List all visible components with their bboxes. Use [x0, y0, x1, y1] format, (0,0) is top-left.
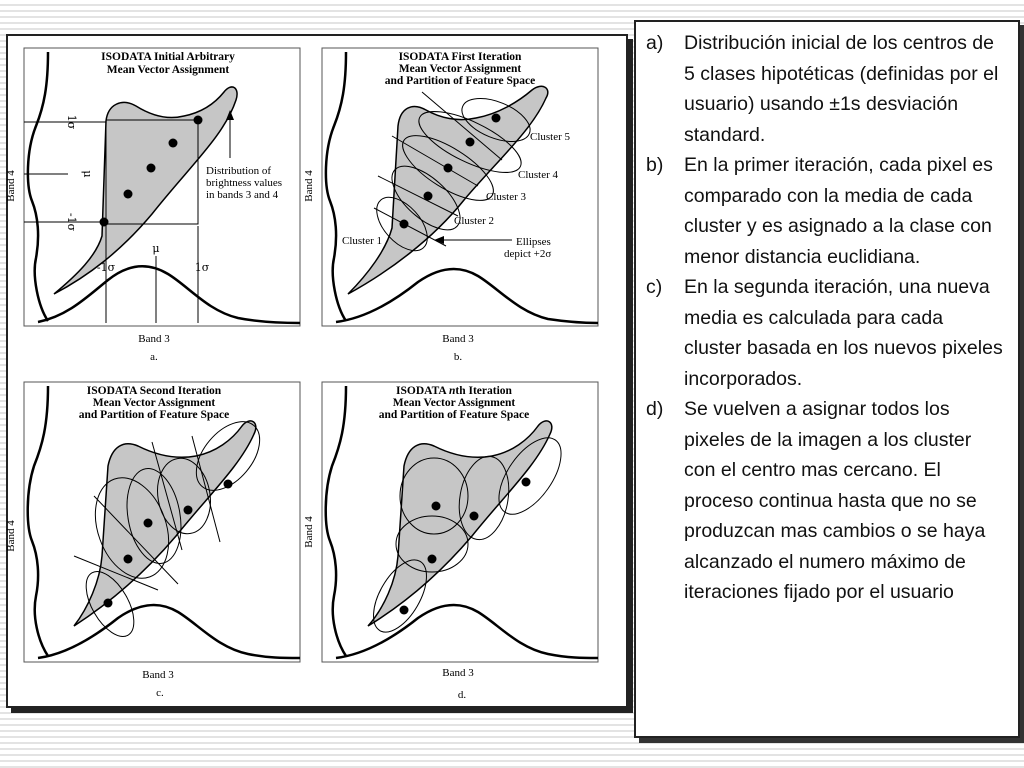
- panel-d-mean-2: [428, 555, 437, 564]
- panel-a-y-axis-label: Band 4: [5, 170, 17, 202]
- panel-d-letter: d.: [457, 689, 467, 701]
- panel-c-mean-5: [224, 480, 233, 489]
- panel-a-mean-5: [194, 116, 203, 125]
- panel-b-x-axis-label: Band 3: [442, 333, 474, 345]
- panel-c-title-3: and Partition of Feature Space: [78, 409, 230, 421]
- explanation-panel: [634, 20, 1020, 738]
- panel-d-title-italic: n: [448, 385, 456, 397]
- panel-c-mean-4: [184, 506, 193, 515]
- panel-b-title-1: ISODATA First Iteration: [398, 51, 522, 63]
- panel-d-x-axis-label: Band 3: [442, 667, 474, 679]
- panel-d-y-axis-label: Band 4: [303, 516, 315, 548]
- panel-a: [5, 48, 300, 363]
- panel-b-mean-5: [492, 114, 501, 123]
- panel-a-annotation-1: Distribution of: [206, 165, 272, 177]
- panel-b-ellipse-note-2: depict +2σ: [504, 248, 552, 260]
- panel-b-title-3: and Partition of Feature Space: [384, 75, 536, 87]
- panel-b-cluster-4-label: Cluster 4: [518, 169, 559, 181]
- explanation-item-c: [646, 272, 1004, 394]
- panel-d-title-1: [396, 385, 512, 397]
- panel-c: [5, 382, 300, 699]
- item-b-text: En la primer iteración, cada pixel es comparado con la media de cada cluster y es asignado a la clase con menor distancia euclidiana.: [684, 154, 993, 268]
- panel-b-cluster-2-label: Cluster 2: [454, 215, 495, 227]
- panel-b: [303, 48, 598, 363]
- panel-c-title-2: Mean Vector Assignment: [92, 397, 216, 409]
- item-a-text: Distribución inicial de los centros de 5 clases hipotéticas (definidas por el usuario) usando ±1s desviación standard.: [684, 32, 999, 146]
- panel-b-mean-4: [466, 138, 475, 147]
- panel-a-ytick-minus: -1σ: [65, 212, 78, 232]
- explanation-item-b: [646, 150, 1004, 272]
- panel-c-x-axis-label: Band 3: [142, 669, 174, 681]
- panel-c-title-1: ISODATA Second Iteration: [86, 385, 222, 397]
- figure-canvas: [5, 36, 626, 706]
- item-a-marker: a): [646, 32, 664, 54]
- panel-b-mean-1: [400, 220, 409, 229]
- panel-b-ellipse-note-1: Ellipses: [516, 236, 551, 248]
- panel-b-mean-2: [424, 192, 433, 201]
- panel-a-mean-1: [100, 218, 109, 227]
- item-d-text: Se vuelven a asignar todos los pixeles de la imagen a los cluster con el centro mas cercano. El proceso continua hasta que no se produzcan mas cambios o se haya alcanzado el numero máximo de iteraciones fijado por el usuario: [684, 398, 986, 603]
- panel-a-title-1: ISODATA Initial Arbitrary: [101, 51, 235, 63]
- panel-c-mean-1: [104, 599, 113, 608]
- panel-a-title-2: Mean Vector Assignment: [106, 64, 230, 76]
- panel-b-cluster-5-label: Cluster 5: [530, 131, 571, 143]
- item-d-marker: d): [646, 398, 664, 420]
- item-c-marker: c): [646, 276, 663, 298]
- panel-d-mean-5: [522, 478, 531, 487]
- panel-c-letter: c.: [156, 687, 164, 699]
- panel-b-cluster-1-label: Cluster 1: [342, 235, 383, 247]
- panel-a-xtick-minus: -1σ: [96, 261, 116, 274]
- explanation-item-a: [646, 28, 1004, 150]
- panel-b-cluster-3-label: Cluster 3: [486, 191, 527, 203]
- panel-d: [303, 382, 598, 701]
- panel-a-letter: a.: [150, 351, 158, 363]
- panel-b-title-2: Mean Vector Assignment: [398, 63, 522, 75]
- panel-a-x-axis-label: Band 3: [138, 333, 170, 345]
- panel-d-mean-4: [470, 512, 479, 521]
- panel-b-y-axis-label: Band 4: [303, 170, 315, 202]
- panel-c-mean-2: [124, 555, 133, 564]
- panel-d-title-pre: ISODATA: [396, 385, 449, 397]
- panel-d-title-post: th Iteration: [455, 385, 512, 397]
- panel-d-mean-1: [400, 606, 409, 615]
- panel-a-annotation-3: in bands 3 and 4: [206, 189, 279, 201]
- item-b-marker: b): [646, 154, 664, 176]
- panel-d-title-2: Mean Vector Assignment: [392, 397, 516, 409]
- panel-c-mean-3: [144, 519, 153, 528]
- panel-b-letter: b.: [453, 351, 463, 363]
- panel-a-mean-2: [124, 190, 133, 199]
- panel-a-annotation-2: brightness values: [206, 177, 283, 189]
- explanation-list: [636, 22, 1018, 608]
- isodata-figure: [6, 34, 628, 708]
- panel-c-y-axis-label: Band 4: [5, 520, 17, 552]
- panel-a-mean-3: [147, 164, 156, 173]
- panel-d-mean-3: [432, 502, 441, 511]
- panel-a-xtick-plus: 1σ: [194, 261, 210, 274]
- panel-a-ytick-mu: μ: [81, 170, 94, 178]
- panel-a-mean-4: [169, 139, 178, 148]
- panel-a-ytick-plus: 1σ: [65, 114, 78, 130]
- item-c-text: En la segunda iteración, una nueva media es calculada para cada cluster basada en los nuevos pixeles incorporados.: [684, 276, 1003, 390]
- panel-a-xtick-mu: μ: [152, 242, 160, 255]
- panel-d-title-3: and Partition of Feature Space: [378, 409, 530, 421]
- panel-b-mean-3: [444, 164, 453, 173]
- explanation-item-d: [646, 394, 1004, 608]
